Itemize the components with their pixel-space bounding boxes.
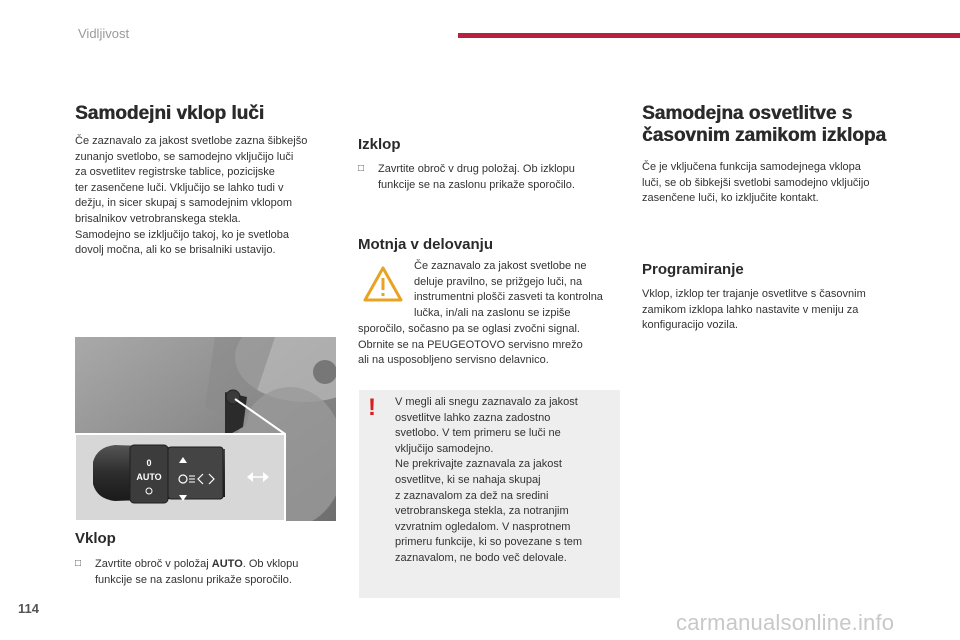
programiranje-section [642,261,942,334]
page-number: 114 [18,601,39,616]
programiranje-heading: Programiranje [642,261,744,278]
section-heading-delayed-lights: Samodejna osvetlitve s časovnim zamikom izklopa [642,103,886,146]
lighting-stalk-illustration [75,337,336,521]
programiranje-paragraph: Vklop, izklop ter trajanje osvetlitve s časovnim zamikom izklopa lahko nastavite v meniju za konfiguracijo vozila. [642,288,866,332]
left-column [75,103,345,259]
vklop-auto-label: AUTO [211,558,243,570]
stalk-label-zero: 0 [146,458,152,468]
watermark: carmanualsonline.info [676,610,895,635]
izklop-section [358,136,620,193]
square-bullet-icon: □ [75,558,82,569]
stalk-label-auto: AUTO [136,472,162,482]
motnja-heading: Motnja v delovanju [358,236,494,253]
warning-triangle-icon [362,265,404,303]
lighting-stalk-photo [75,337,336,521]
vklop-text-part1: Zavrtite obroč v položaj [95,558,212,570]
izklop-heading: Izklop [358,136,401,153]
note-text: V megli ali snegu zaznavalo za jakost osvetlitve lahko zazna zadostno svetlobo. V tem primeru se luči ne vključijo samodejno. Ne prekrivajte zaznavala za jakost osvetlitve, ki se nahaja skupaj z zaznavalom za dež na sredini vetrobranskega stekla, za notranjim vzvratnim ogledalom. V nasprotnem primeru funkcije, ki so povezane s tem zaznavalom, ne bodo več delovale. [395,396,583,564]
vklop-bullet [75,557,345,588]
izklop-bullet-text: Zavrtite obroč v drug položaj. Ob izklopu funkcije se na zaslonu prikaže sporočilo. [378,163,575,191]
izklop-bullet [358,162,620,193]
vklop-bullet-text [95,557,298,588]
page-header-title: Vidljivost [78,26,130,41]
vklop-text-part2: . Ob vklopu funkcije se na zaslonu prikaže sporočilo. [95,558,299,586]
section-heading-auto-lights: Samodejni vklop luči [75,103,264,124]
header-accent-bar [458,33,960,38]
auto-lights-paragraph: Če zaznavalo za jakost svetlobe zazna šibkejšo zunanjo svetlobo, se samodejno vključijo luči za osvetlitev registrske tablice, pozicijske ter zasenčene luči. Vključijo se lahko tudi v dežju, in sicer skupaj s samodejnim vklopom brisalnikov vetrobranskega stekla. Samodejno se izključijo takoj, ko je svetloba dovolj močna, ali ko se brisalniki ustavijo. [75,135,308,257]
motnja-section [358,236,620,254]
exclamation-icon: ! [368,394,376,421]
motnja-full-text: sporočilo, sočasno pa se oglasi zvočni signal. Obrnite se na PEUGEOTOVO servisno mrežo ali na usposobljeno servisno delavnico. [358,323,583,367]
right-column [642,103,942,207]
delayed-lights-paragraph: Če je vključena funkcija samodejnega vklopa luči, se ob šibkejši svetlobi samodejno vključijo zasenčene luči, ko izključite kontakt. [642,161,870,205]
motnja-indented-text: Če zaznavalo za jakost svetlobe ne deluje pravilno, se prižgejo luči, na instrumentni plošči zasveti ta kontrolna lučka, in/ali na zaslonu se izpiše [414,260,603,319]
square-bullet-icon: □ [358,163,365,174]
vklop-heading: Vklop [75,530,116,547]
vklop-section [75,530,345,588]
